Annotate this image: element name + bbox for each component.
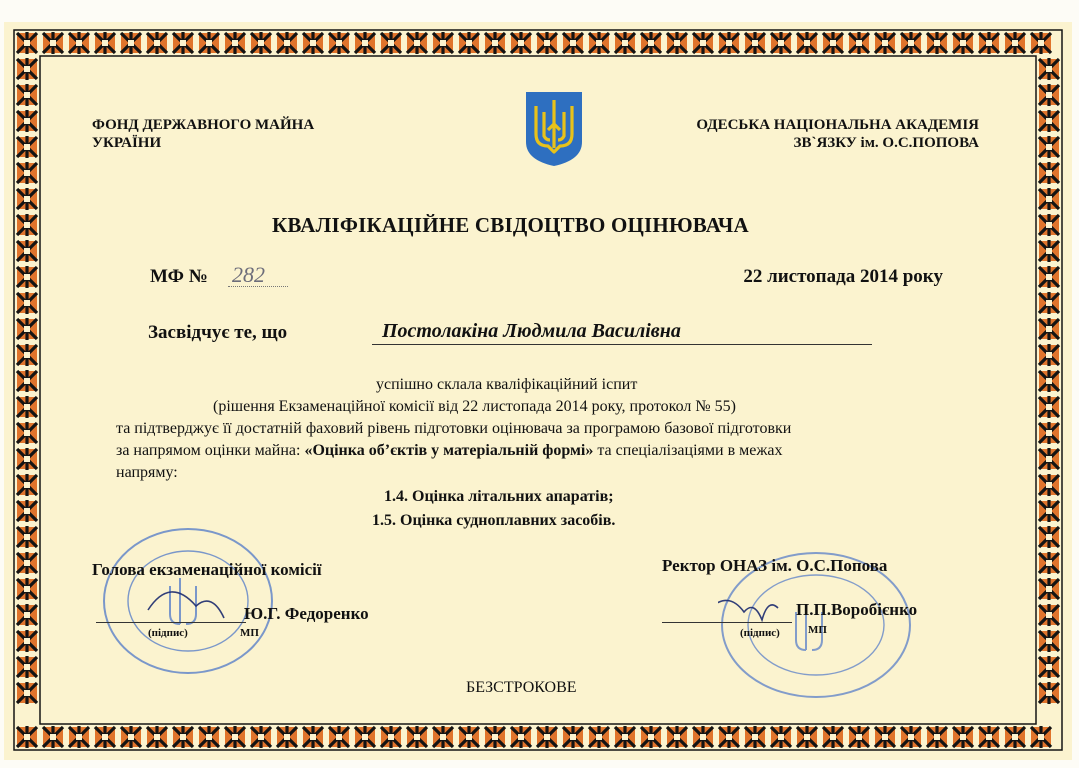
border-motif — [1039, 136, 1059, 158]
border-motif — [927, 726, 947, 748]
border-motif — [17, 500, 37, 522]
border-motif — [147, 32, 167, 54]
left-stamp-caption: МП — [240, 627, 259, 639]
border-motif — [1039, 370, 1059, 392]
border-motif — [17, 84, 37, 106]
border-motif — [745, 726, 765, 748]
border-motif — [17, 552, 37, 574]
border-motif — [641, 32, 661, 54]
border-motif — [251, 32, 271, 54]
border-motif — [121, 32, 141, 54]
border-motif — [17, 58, 37, 80]
border-motif — [69, 32, 89, 54]
right-signature-caption: (підпис) — [740, 627, 780, 639]
border-motif — [823, 726, 843, 748]
border-motif — [303, 32, 323, 54]
border-motif — [225, 726, 245, 748]
border-motif — [17, 136, 37, 158]
border-motif — [511, 726, 531, 748]
border-motif — [1039, 526, 1059, 548]
specialization-2: 1.5. Оцінка судноплавних засобів. — [372, 512, 616, 529]
left-signatory-name: Ю.Г. Федоренко — [244, 604, 369, 623]
border-motif — [381, 32, 401, 54]
border-motif — [589, 726, 609, 748]
border-motif — [17, 32, 37, 54]
border-motif — [199, 32, 219, 54]
body-line-program: та підтверджує її достатній фаховий рівень підготовки оцінювача за програмою базової підготовки — [116, 420, 792, 437]
border-motif — [953, 726, 973, 748]
border-motif — [1039, 58, 1059, 80]
certificate-number: 282 — [232, 262, 265, 287]
border-motif — [615, 32, 635, 54]
border-motif — [17, 240, 37, 262]
border-motif — [17, 266, 37, 288]
border-motif — [17, 318, 37, 340]
border-motif — [1039, 396, 1059, 418]
issuer-right-line1: ОДЕСЬКА НАЦІОНАЛЬНА АКАДЕМІЯ — [696, 117, 979, 133]
border-motif — [17, 630, 37, 652]
body-line-exam: успішно склала кваліфікаційний іспит — [376, 376, 638, 393]
border-motif — [797, 726, 817, 748]
border-motif — [43, 726, 63, 748]
certifies-label: Засвідчує те, що — [148, 322, 288, 343]
border-motif — [43, 32, 63, 54]
body-line-scope: напряму: — [116, 464, 178, 481]
border-motif — [1039, 84, 1059, 106]
issuer-left-line1: ФОНД ДЕРЖАВНОГО МАЙНА — [92, 117, 315, 133]
border-motif — [17, 344, 37, 366]
coat-of-arms-icon — [524, 90, 584, 168]
issuer-right-line2: ЗВ`ЯЗКУ ім. О.С.ПОПОВА — [793, 135, 979, 151]
border-motif — [1039, 552, 1059, 574]
border-motif — [537, 726, 557, 748]
border-motif — [17, 526, 37, 548]
border-motif — [1039, 188, 1059, 210]
left-seal-stamp — [100, 526, 276, 676]
holder-name: Постолакіна Людмила Василівна — [382, 320, 681, 342]
border-motif — [1005, 726, 1025, 748]
left-signature-caption: (підпис) — [148, 627, 188, 639]
border-motif — [69, 726, 89, 748]
border-motif — [17, 292, 37, 314]
border-motif — [979, 32, 999, 54]
border-motif — [1039, 422, 1059, 444]
border-motif — [797, 32, 817, 54]
specialization-1: 1.4. Оцінка літальних апаратів; — [384, 488, 614, 505]
direction-name: «Оцінка об’єктів у матеріальній формі» — [304, 442, 594, 459]
border-motif — [901, 726, 921, 748]
border-motif — [667, 726, 687, 748]
border-motif — [1031, 32, 1051, 54]
border-motif — [17, 162, 37, 184]
border-motif — [407, 32, 427, 54]
border-motif — [459, 32, 479, 54]
border-motif — [95, 32, 115, 54]
border-motif — [563, 726, 583, 748]
border-motif — [147, 726, 167, 748]
border-motif — [537, 32, 557, 54]
border-motif — [1039, 214, 1059, 236]
border-motif — [17, 682, 37, 704]
border-motif — [1039, 110, 1059, 132]
issue-date: 22 листопада 2014 року — [743, 266, 943, 287]
border-motif — [17, 422, 37, 444]
border-motif — [1005, 32, 1025, 54]
border-motif — [17, 474, 37, 496]
border-motif — [1039, 318, 1059, 340]
border-motif — [173, 726, 193, 748]
border-motif — [771, 32, 791, 54]
border-motif — [1039, 162, 1059, 184]
border-motif — [823, 32, 843, 54]
number-label: МФ № — [150, 266, 208, 287]
border-motif — [693, 32, 713, 54]
border-motif — [17, 604, 37, 626]
border-motif — [719, 32, 739, 54]
border-motif — [381, 726, 401, 748]
validity-note: БЕЗСТРОКОВЕ — [466, 679, 577, 696]
border-motif — [17, 578, 37, 600]
right-stamp-caption: МП — [808, 624, 827, 636]
border-motif — [719, 726, 739, 748]
border-motif — [17, 656, 37, 678]
border-motif — [1039, 578, 1059, 600]
border-motif — [641, 726, 661, 748]
border-motif — [95, 726, 115, 748]
border-motif — [433, 32, 453, 54]
border-motif — [745, 32, 765, 54]
border-motif — [615, 726, 635, 748]
direction-suffix: та спеціалізаціями в межах — [593, 442, 783, 459]
border-motif — [927, 32, 947, 54]
certificate-title: КВАЛІФІКАЦІЙНЕ СВІДОЦТВО ОЦІНЮВАЧА — [272, 213, 749, 237]
border-motif — [563, 32, 583, 54]
issuer-left-line2: УКРАЇНИ — [92, 135, 162, 151]
border-motif — [17, 188, 37, 210]
border-motif — [589, 32, 609, 54]
border-motif — [1039, 604, 1059, 626]
border-motif — [225, 32, 245, 54]
border-motif — [355, 726, 375, 748]
border-motif — [693, 726, 713, 748]
direction-prefix: за напрямом оцінки майна: — [116, 442, 305, 459]
border-motif — [17, 370, 37, 392]
right-signatory-title: Ректор ОНАЗ ім. О.С.Попова — [662, 556, 888, 575]
border-motif — [485, 726, 505, 748]
border-motif — [17, 448, 37, 470]
left-signature-line — [96, 622, 246, 623]
border-motif — [1039, 448, 1059, 470]
border-motif — [1039, 292, 1059, 314]
number-underline — [228, 286, 288, 287]
border-motif — [1039, 240, 1059, 262]
border-motif — [485, 32, 505, 54]
right-signatory-name: П.П.Воробієнко — [796, 600, 918, 619]
border-motif — [303, 726, 323, 748]
border-motif — [17, 726, 37, 748]
border-motif — [1039, 630, 1059, 652]
border-motif — [251, 726, 271, 748]
border-motif — [199, 726, 219, 748]
border-motif — [511, 32, 531, 54]
border-motif — [953, 32, 973, 54]
border-motif — [329, 32, 349, 54]
holder-name-underline — [372, 344, 872, 345]
border-motif — [771, 726, 791, 748]
border-motif — [433, 726, 453, 748]
border-motif — [407, 726, 427, 748]
border-motif — [459, 726, 479, 748]
border-motif — [667, 32, 687, 54]
border-motif — [901, 32, 921, 54]
border-motif — [355, 32, 375, 54]
border-motif — [849, 32, 869, 54]
border-motif — [1039, 474, 1059, 496]
body-line-decision: (рішення Екзаменаційної комісії від 22 листопада 2014 року, протокол № 55) — [213, 398, 737, 415]
border-motif — [1031, 726, 1051, 748]
left-signatory-title: Голова екзаменаційної комісії — [92, 560, 322, 579]
border-motif — [277, 726, 297, 748]
border-motif — [849, 726, 869, 748]
right-signature-line — [662, 622, 792, 623]
border-motif — [875, 726, 895, 748]
border-motif — [17, 110, 37, 132]
border-motif — [1039, 500, 1059, 522]
border-motif — [1039, 682, 1059, 704]
border-motif — [17, 214, 37, 236]
border-motif — [1039, 344, 1059, 366]
border-motif — [329, 726, 349, 748]
border-motif — [1039, 656, 1059, 678]
border-motif — [1039, 266, 1059, 288]
border-motif — [17, 396, 37, 418]
border-motif — [875, 32, 895, 54]
border-motif — [121, 726, 141, 748]
border-motif — [173, 32, 193, 54]
border-motif — [979, 726, 999, 748]
border-motif — [277, 32, 297, 54]
body-line-direction — [116, 440, 783, 461]
